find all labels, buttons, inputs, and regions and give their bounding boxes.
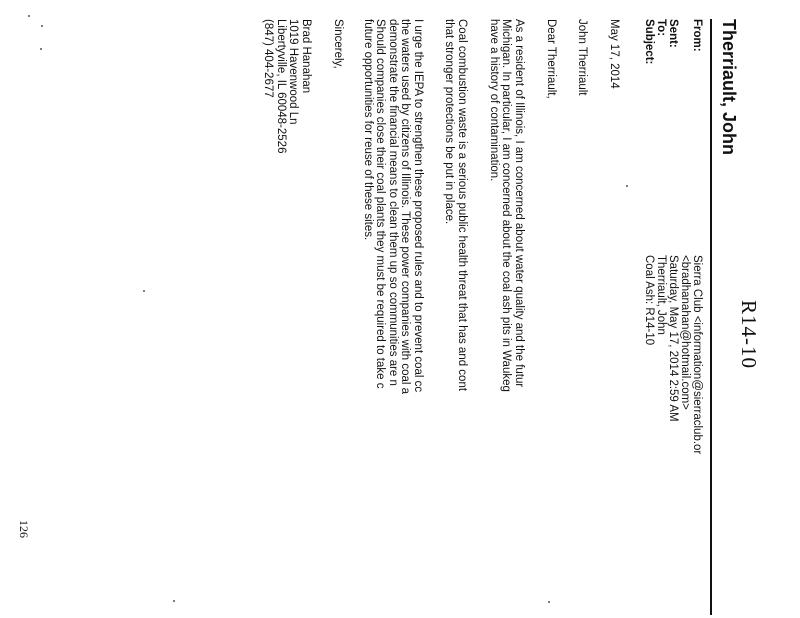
subject-row bbox=[643, 19, 655, 615]
subject-value: Coal Ash: R14-10 bbox=[643, 255, 655, 346]
paragraph-line: I urge the IEPA to strengthen these proposed rules and to prevent coal cc bbox=[412, 19, 424, 393]
paragraph-line: demonstrate the financial means to clean them up so communities are n bbox=[387, 19, 399, 386]
letter-salutation: Dear Therriault, bbox=[545, 19, 557, 99]
paragraph-line: have a history of contamination. bbox=[488, 19, 500, 182]
scan-speck bbox=[28, 15, 30, 17]
letter-date: May 17, 2014 bbox=[608, 19, 620, 89]
to-label: To: bbox=[655, 19, 667, 37]
paragraph-3 bbox=[362, 19, 425, 618]
sent-label: Sent: bbox=[667, 19, 679, 48]
paragraph-line: Coal combustion waste is a serious public health threat that has and cont bbox=[456, 19, 468, 392]
header-rule bbox=[710, 19, 712, 615]
paragraph-2 bbox=[443, 19, 468, 618]
sent-row bbox=[667, 19, 679, 615]
letter-recipient: John Therriault bbox=[576, 19, 588, 96]
signature-phone: (847) 404-2677 bbox=[262, 19, 275, 98]
paragraph-line: that stronger protections be put in place. bbox=[443, 19, 456, 225]
page-number: 126 bbox=[17, 520, 31, 538]
to-value: Therriault, John bbox=[655, 255, 667, 335]
to-row bbox=[655, 19, 667, 615]
scan-speck bbox=[40, 48, 42, 50]
letter-closing: Sincerely, bbox=[332, 19, 344, 69]
from-value-line-1: Sierra Club <information@sierraclub.or bbox=[691, 255, 703, 455]
paragraph-line: As a resident of Illinois, I am concerned about water quality and the futur bbox=[513, 19, 525, 388]
scan-speck bbox=[626, 185, 628, 187]
header-name: Therriault, John bbox=[719, 19, 739, 156]
paragraph-line: future opportunities for reuse of these sites. bbox=[362, 19, 374, 241]
scan-speck bbox=[173, 600, 175, 602]
from-row-continued bbox=[679, 19, 691, 615]
scan-speck bbox=[41, 25, 43, 27]
paragraph-line: Michigan. In particular, I am concerned about the coal ash pits in Waukeg bbox=[500, 19, 513, 392]
sent-value: Saturday, May 17, 2014 2:59 AM bbox=[667, 255, 679, 422]
scan-speck bbox=[548, 601, 550, 603]
paragraph-1 bbox=[488, 19, 526, 618]
document-title: R14-10 bbox=[737, 300, 761, 369]
subject-label: Subject: bbox=[643, 19, 655, 65]
paragraph-line: the waters used by citizens of Illinois. These power companies with coal a bbox=[399, 19, 412, 395]
signature-name: Brad Hanahan bbox=[300, 19, 312, 94]
signature-city: Libertyville, IL 60048-2526 bbox=[275, 19, 287, 154]
from-label: From: bbox=[691, 19, 703, 52]
from-row bbox=[691, 19, 703, 615]
signature-block bbox=[262, 19, 312, 618]
signature-street: 1019 Havenwood Ln bbox=[287, 19, 300, 125]
scan-speck bbox=[143, 290, 145, 292]
paragraph-line: Should companies close their coal plants they must be required to take c bbox=[374, 19, 387, 389]
from-value-line-2: <bradhanahan@hotmail.com> bbox=[679, 255, 691, 410]
